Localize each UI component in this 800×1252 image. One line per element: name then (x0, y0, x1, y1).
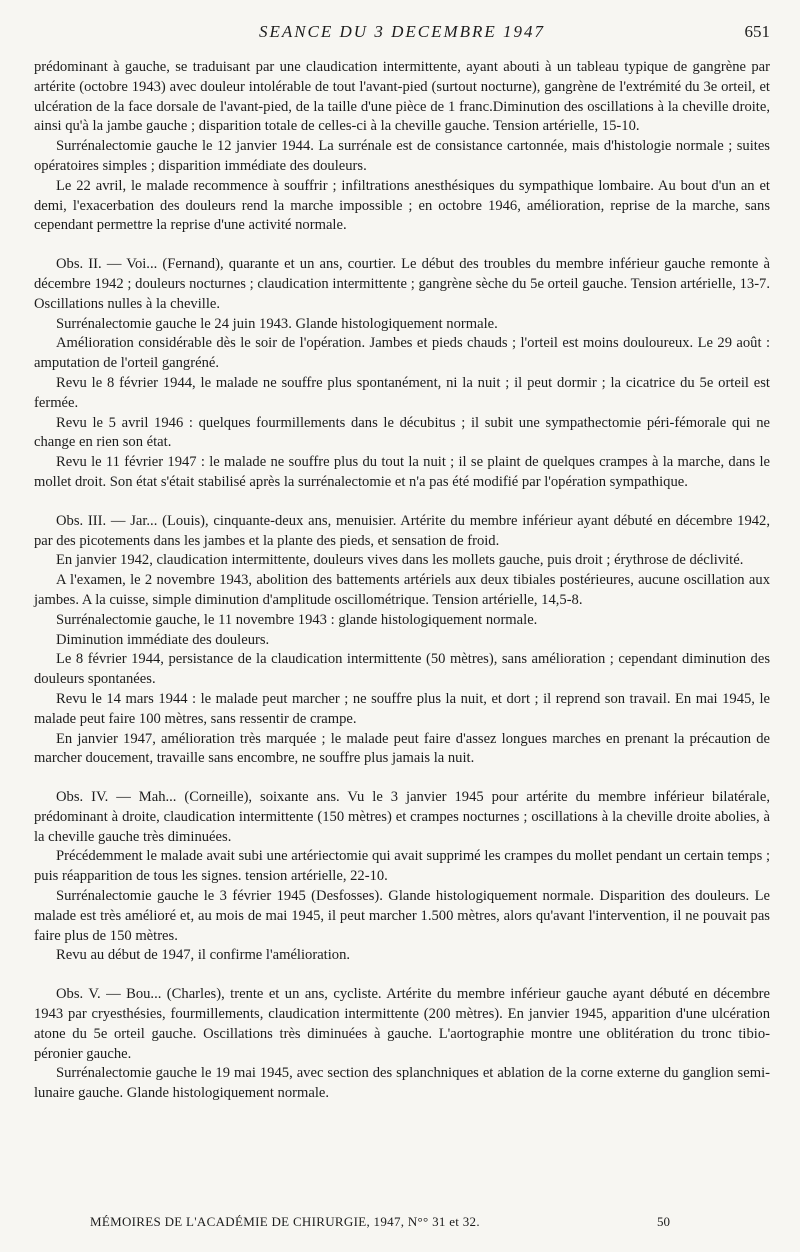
body-text (34, 58, 770, 1104)
paragraph: Revu le 11 février 1947 : le malade ne souffre plus du tout la nuit ; il se plaint de quelques crampes à la marche, dans le mollet droit. Son état s'était stabilisé après la surrénalectomie et n'a pas été modifié par l'opération sympathique. (34, 454, 770, 490)
paragraph: Revu au début de 1947, il confirme l'amélioration. (56, 947, 351, 964)
paragraph: Le 22 avril, le malade recommence à souffrir ; infiltrations anesthésiques du sympathique lombaire. Au bout d'un an et demi, l'exacerbation des douleurs rend la marche impossible ; en octobre 1946, amélioration, reprise de la marche, sans cependant permettre la reprise d'une activité normale. (34, 177, 770, 234)
paragraph: Précédemment le malade avait subi une artériectomie qui avait supprimé les crampes du mollet pendant un certain temps ; puis réapparition de tous les signes. tension artérielle, 22-10. (34, 848, 770, 885)
paragraph: Surrénalectomie gauche le 19 mai 1945, avec section des splanchniques et ablation de la corne externe du ganglion semi-lunaire gauche. Glande histologiquement normale. (34, 1065, 770, 1102)
paragraph: Surrénalectomie gauche, le 11 novembre 1943 : glande histologiquement normale. (56, 611, 538, 628)
paragraph: Diminution immédiate des douleurs. (56, 631, 270, 648)
observation-heading-paragraph: Obs. III. — Jar... (Louis), cinquante-deux ans, menuisier. Artérite du membre inférieur ayant débuté en décembre 1942, par des picotements dans les jambes et la plante des pieds, et sensation de froid. (34, 512, 770, 549)
paragraph: Surrénalectomie gauche le 12 janvier 1944. La surrénale est de consistance cartonnée, mais d'histologie normale ; suites opératoires simples ; disparition immédiate des douleurs. (34, 138, 770, 174)
paragraph: En janvier 1947, amélioration très marquée ; le malade peut faire d'assez longues marches en prenant la précaution de marcher doucement, travaille sans encombre, ne souffre plus jamais la nuit. (34, 730, 770, 767)
paragraph: En janvier 1942, claudication intermittente, douleurs vives dans les mollets gauche, puis droit ; érythrose de déclivité. (56, 552, 744, 569)
paragraph: Le 8 février 1944, persistance de la claudication intermittente (50 mètres), sans amélioration ; cependant diminution des douleurs spontanées. (34, 651, 770, 688)
paragraph: A l'examen, le 2 novembre 1943, abolition des battements artériels aux deux tibiales postérieures, aucune oscillation aux jambes. A la cuisse, simple diminution d'amplitude oscillométrique. Tension artérielle, 14,5-8. (34, 572, 770, 608)
paragraph: Revu le 5 avril 1946 : quelques fourmillements dans le décubitus ; il subit une sympathectomie péri-fémorale qui ne change en rien son état. (34, 414, 770, 451)
paragraph: Revu le 14 mars 1944 : le malade peut marcher ; ne souffre plus la nuit, et dort ; il reprend son travail. En mai 1945, le malade peut faire 100 mètres, sans ressentir de crampe. (34, 690, 770, 727)
page-number: 651 (744, 22, 770, 41)
running-header (34, 22, 770, 46)
page-footer (90, 1214, 670, 1230)
signature-number: 50 (657, 1214, 670, 1229)
running-title: SEANCE DU 3 DECEMBRE 1947 (258, 22, 546, 41)
paragraph: Surrénalectomie gauche le 24 juin 1943. Glande histologiquement normale. (56, 315, 498, 332)
paragraph: Surrénalectomie gauche le 3 février 1945 (Desfosses). Glande histologiquement normale. Disparition des douleurs. Le malade est très amélioré et, au mois de mai 1945, il peut marcher 1.500 mètres, alors qu'avant l'intervention, il ne pouvait pas faire plus de 150 mètres. (34, 888, 770, 944)
observation-heading-paragraph: Obs. II. — Voi... (Fernand), quarante et un ans, courtier. Le début des troubles du membre inférieur gauche remonte à décembre 1942 ; douleurs nocturnes ; claudication intermittente ; gangrène sèche du 5e orteil gauche. Tension artérielle, 13-7. Oscillations nulles à la cheville. (34, 256, 770, 312)
paragraph: prédominant à gauche, se traduisant par une claudication intermittente, ayant abouti à un tableau typique de gangrène par artérite (octobre 1943) avec douleur intolérable de tout l'avant-pied (surtout nocturne), gangrène de l'extrémité du 3e orteil, et ulcération de la face dorsale de l'avant-pied, de la taille d'une pièce de 1 franc.Diminution des oscillations à la cheville droite, ainsi qu'à la jambe gauche ; disparition totale de celles-ci à la cheville gauche. Tension artérielle, 15-10. (34, 59, 770, 135)
observation-heading-paragraph: Obs. V. — Bou... (Charles), trente et un ans, cycliste. Artérite du membre inférieur gauche ayant débuté en décembre 1943 par cryesthésies, fourmillements, claudication intermittente (200 mètres). En janvier 1945, apparition d'une ulcération atone du 5e orteil gauche. Oscillations très diminuées à gauche. L'aortographie montre une oblitération du tronc tibio-péronier gauche. (34, 986, 770, 1062)
paragraph: Amélioration considérable dès le soir de l'opération. Jambes et pieds chauds ; l'orteil est moins douloureux. Le 29 août : amputation de l'orteil gangréné. (34, 335, 770, 372)
paragraph: Revu le 8 février 1944, le malade ne souffre plus spontanément, ni la nuit ; il peut dormir ; la cicatrice du 5e orteil est fermée. (34, 374, 770, 411)
journal-citation: MÉMOIRES DE L'ACADÉMIE DE CHIRURGIE, 1947, N°° 31 et 32. (90, 1214, 480, 1229)
observation-heading-paragraph: Obs. IV. — Mah... (Corneille), soixante ans. Vu le 3 janvier 1945 pour artérite du membre inférieur bilatérale, prédominant à droite, claudication intermittente (150 mètres) et crampes nocturnes ; oscillations à la cheville droite abolies, à la cheville gauche très diminuées. (34, 789, 770, 845)
